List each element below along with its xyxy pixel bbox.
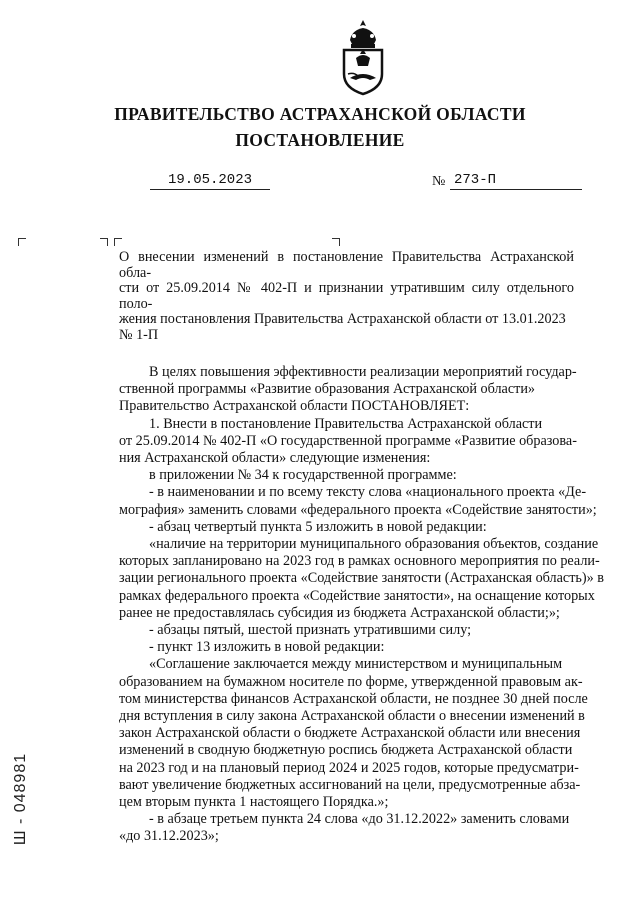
body-line: вают увеличение бюджетных ассигнований на цели, предусмотренные абза-: [119, 776, 581, 793]
document-type: ПОСТАНОВЛЕНИЕ: [235, 130, 405, 150]
body-line: В целях повышения эффективности реализации мероприятий государ-: [149, 364, 577, 380]
body-line: «до 31.12.2023»;: [119, 828, 219, 845]
body-line: - в абзаце третьем пункта 24 слова «до 31.12.2022» заменить словами: [149, 811, 570, 828]
body-line: закон Астраханской области о бюджете Астраханской области или внесения: [119, 725, 581, 742]
document-body: [119, 364, 615, 846]
serial-number: Ш - 048981: [12, 752, 29, 846]
body-line: дня вступления в силу закона Астраханской области о внесении изменений в: [119, 708, 585, 725]
serial-stamp: [6, 744, 36, 854]
body-line: - абзацы пятый, шестой признать утратившими силу;: [149, 622, 472, 639]
body-line: - в наименовании и по всему тексту слова «национального проекта «Де-: [149, 484, 587, 501]
body-line: 1. Внести в постановление Правительства Астраханской области: [149, 415, 543, 432]
body-line: ния Астраханской области» следующие изменения:: [119, 450, 431, 467]
subject-line: жения постановления Правительства Астраханской области от 13.01.2023: [119, 311, 566, 327]
government-title: ПРАВИТЕЛЬСТВО АСТРАХАНСКОЙ ОБЛАСТИ: [114, 104, 526, 124]
body-line: изменений в сводную бюджетную роспись бюджета Астраханской области: [119, 742, 573, 759]
document-date: 19.05.2023: [150, 172, 270, 190]
corner-mark: [114, 238, 122, 246]
subject-line: сти от 25.09.2014 № 402-П и признании утратившим силу отдельного поло-: [119, 280, 574, 312]
body-line: цем вторым пункта 1 настоящего Порядка.»;: [119, 794, 389, 811]
body-line: том министерства финансов Астраханской области, не позднее 30 дней после: [119, 690, 588, 707]
body-line: на 2023 год и на плановый период 2024 и 2025 годов, которые предусматри-: [119, 759, 579, 776]
body-line: - пункт 13 изложить в новой редакции:: [149, 639, 385, 656]
corner-mark: [332, 238, 340, 246]
corner-mark: [18, 238, 26, 246]
document-number: 273-П: [450, 172, 582, 190]
body-line: от 25.09.2014 № 402-П «О государственной программе «Развитие образова-: [119, 432, 577, 449]
body-line: рамках федерального проекта «Содействие занятости», на оснащение которых: [119, 587, 595, 604]
body-line: ственной программы «Развитие образования Астраханской области»: [119, 381, 536, 398]
body-line: ранее не предоставлялась субсидия из бюджета Астраханской области;»;: [119, 604, 560, 621]
subject-line: О внесении изменений в постановление Правительства Астраханской обла-: [119, 249, 574, 281]
body-line: «Соглашение заключается между министерством и муниципальным: [149, 656, 563, 673]
coat-of-arms-emblem: [340, 18, 386, 96]
number-label: №: [432, 174, 446, 189]
document-subject: [119, 250, 574, 343]
body-line: в приложении № 34 к государственной программе:: [149, 467, 457, 484]
corner-mark: [100, 238, 108, 246]
body-line: которых запланировано на 2023 год в рамках основного мероприятия по реали-: [119, 553, 600, 570]
body-line: Правительство Астраханской области ПОСТАНОВЛЯЕТ:: [119, 398, 470, 415]
body-line: - абзац четвертый пункта 5 изложить в новой редакции:: [149, 518, 487, 535]
subject-line: № 1-П: [119, 326, 159, 343]
body-line: «наличие на территории муниципального образования объектов, создание: [149, 536, 599, 553]
body-line: мография» заменить словами «федерального проекта «Содействие занятости»;: [119, 501, 597, 518]
body-line: зации регионального проекта «Содействие занятости (Астраханская область)» в: [119, 570, 604, 587]
body-line: образованием на бумажном носителе по форме, утвержденной правовым ак-: [119, 673, 583, 690]
